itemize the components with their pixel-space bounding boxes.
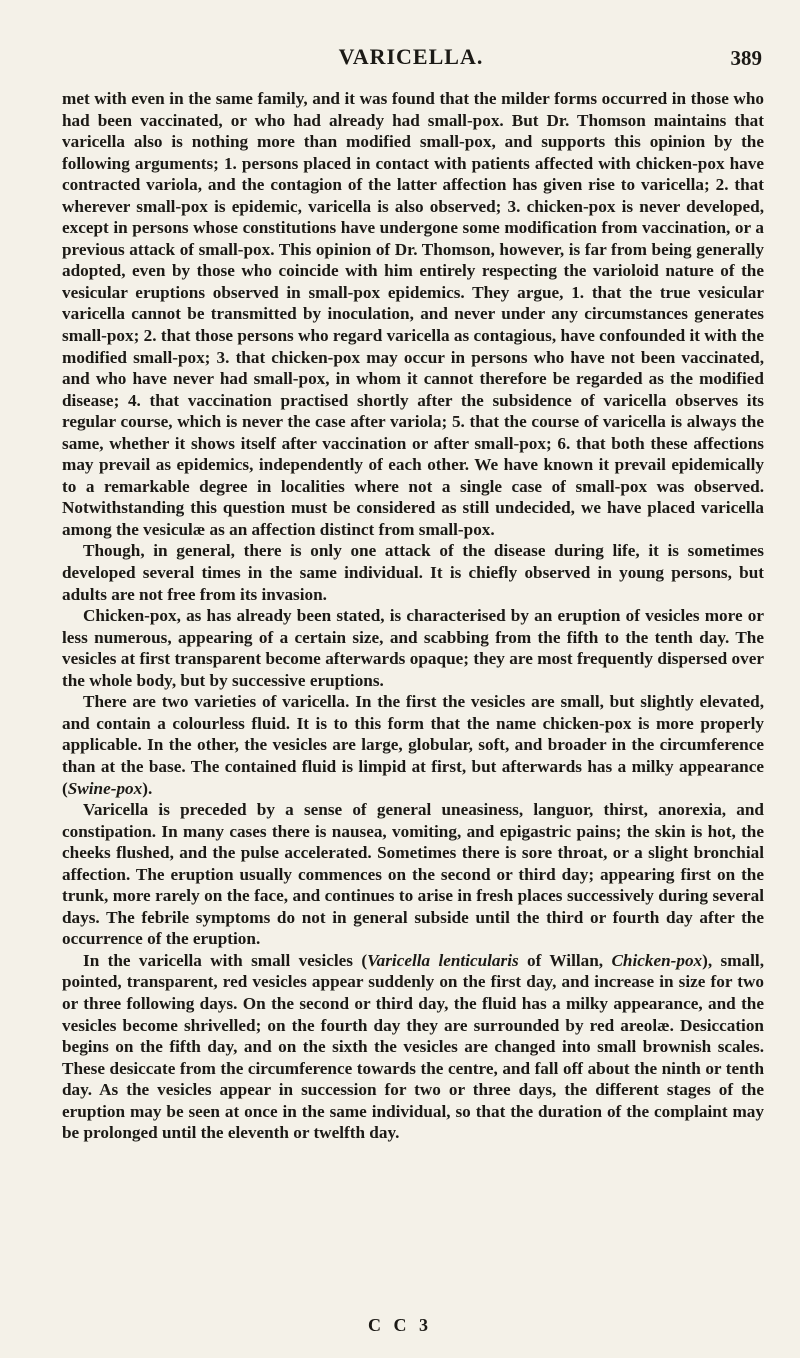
italic-term: Swine-pox [67, 778, 143, 798]
page-header [60, 44, 762, 84]
paragraph-text: There are two varieties of varicella. In the first the vesicles are small, but slightly elevated, and contain a colourless fluid. It is to this form that the name chicken-pox is more properly applicable. In the other, the vesicles are large, globular, soft, and broader in the circumference than at the base. The contained fluid is limpid at first, but afterwards has a milky appearance ( [62, 692, 764, 798]
page-number: 389 [730, 46, 762, 70]
paragraph-text: ), small, pointed, transparent, red vesicles appear suddenly on the first day, and increase in size for two or three following days. On the second or third day, the fluid has a milky appearance, and the vesicles become shrivelled; on the fourth day they are surrounded by red areolæ. Desiccation begins on the fifth day, and on the sixth the vesicles are changed into small brownish scales. These desiccate from the circumference towards the centre, and fall off about the ninth or tenth day. As the vesicles appear in succession for two or three days, the different stages of the eruption may be seen at once in the same individual, so that the duration of the complaint may be prolonged until the eleventh or twelfth day. [62, 950, 764, 1143]
paragraph-text: In the varicella with small vesicles ( [83, 950, 368, 970]
paragraph-text: Chicken-pox, as has already been stated, is characterised by an eruption of vesicles more or less numerous, appearing of a certain size, and scabbing from the fifth to the tenth day. The vesicles at first transparent become afterwards opaque; they are most frequently dispersed over the whole body, but by successive eruptions. [62, 606, 764, 690]
paragraph-varieties [62, 691, 764, 799]
italic-term: Chicken-pox [611, 950, 703, 970]
paragraph-text: met with even in the same family, and it was found that the milder forms occurred in those who had been vaccinated, or who had already had small-pox. But Dr. Thomson maintains that varicella also is nothing more than modified small-pox, and supports this opinion by the following arguments; 1. persons placed in contact with patients affected with chicken-pox have contracted variola, and the contagion of the latter affection has given rise to varicella; 2. that wherever small-pox is epidemic, varicella is also observed; 3. chicken-pox is never developed, except in persons whose constitutions have undergone some modification from vaccination, or a previous attack of small-pox. This opinion of Dr. Thomson, however, is far from being generally adopted, even by those who coincide with him entirely respecting the varioloid nature of the vesicular eruptions observed in small-pox epidemics. They argue, 1. that the true vesicular varicella cannot be transmitted by inoculation, and never under any circumstances generates small-pox; 2. that those persons who regard varicella as contagious, have confounded it with the modified small-pox; 3. that chicken-pox may occur in persons who have not been vaccinated, and who have never had small-pox, in whom it cannot therefore be regarded as the modified disease; 4. that vaccination practised shortly after the subsidence of varicella observes its regular course, which is never the case after variola; 5. that the course of varicella is always the same, whether it shows itself after vaccination or after small-pox; 6. that both these affections may prevail as epidemics, independently of each other. We have known it prevail epidemically to a remarkable degree in localities where not a single case of small-pox was observed. Notwithstanding this question must be considered as still undecided, we have placed varicella among the vesiculæ as an affection distinct from small-pox. [62, 89, 764, 539]
body-text [62, 88, 764, 1144]
paragraph-text: ). [142, 778, 153, 798]
signature-mark: C C 3 [368, 1315, 432, 1335]
paragraph-thomson-arguments [62, 88, 764, 540]
paragraph-recurrence [62, 540, 764, 605]
paragraph-text: of Willan, [518, 950, 612, 970]
paragraph-text: Varicella is preceded by a sense of general uneasiness, languor, thirst, anorexia, and constipation. In many cases there is nausea, vomiting, and epigastric pains; the skin is hot, the cheeks flushed, and the pulse accelerated. Sometimes there is sore throat, or a slight bronchial affection. The eruption usually commences on the second or third day; appearing first on the trunk, more rarely on the face, and continues to arise in fresh places successively during several days. The febrile symptoms do not in general subside until the third or fourth day after the occurrence of the eruption. [62, 800, 764, 949]
paragraph-text: Though, in general, there is only one attack of the disease during life, it is sometimes developed several times in the same individual. It is chiefly observed in young persons, but adults are not free from its invasion. [62, 541, 764, 604]
paragraph-symptoms [62, 799, 764, 950]
paragraph-small-vesicles [62, 950, 764, 1144]
running-title: VARICELLA. [338, 44, 484, 69]
paragraph-characteristics [62, 605, 764, 691]
italic-term: Varicella lenticularis [367, 950, 519, 970]
